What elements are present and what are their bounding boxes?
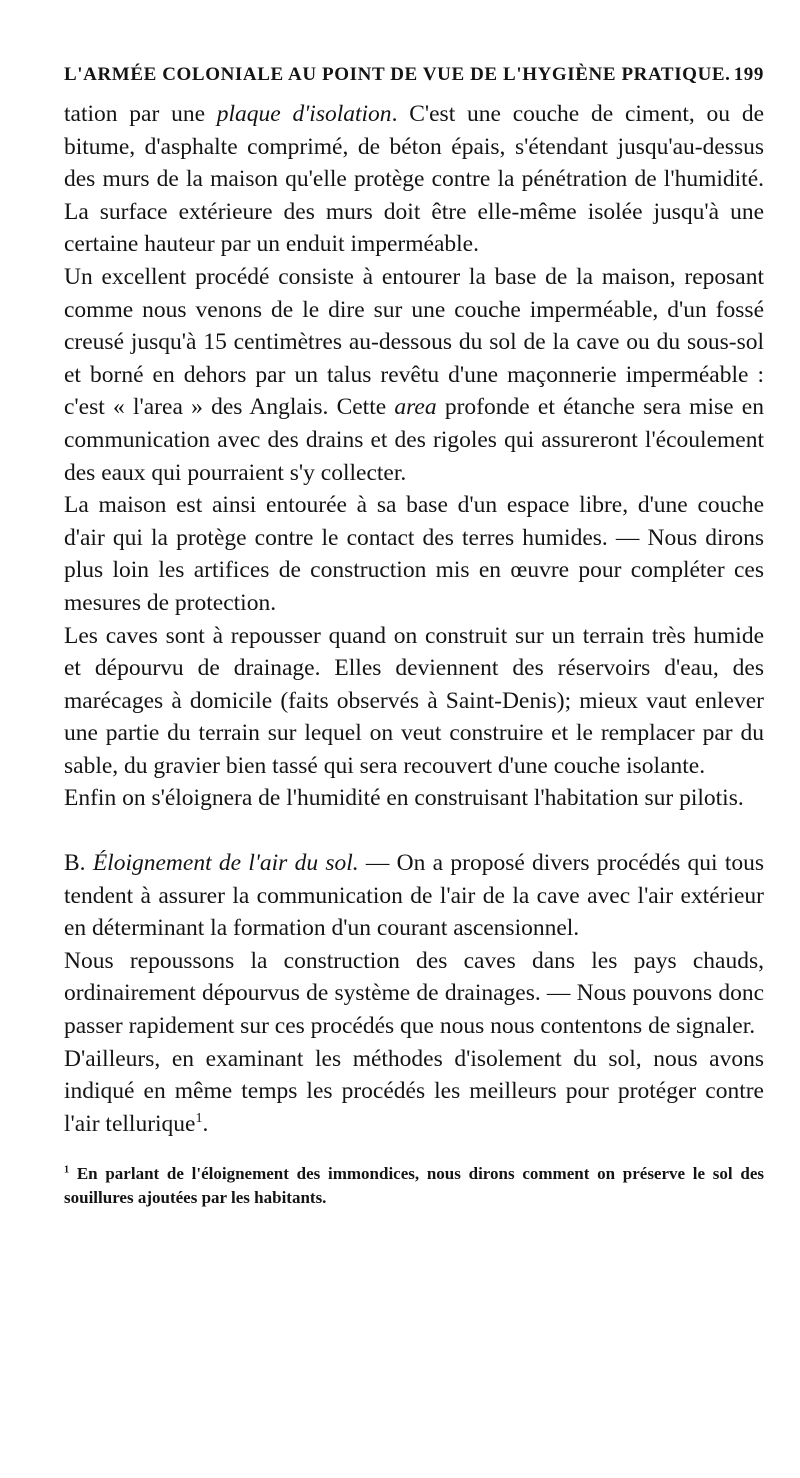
text-run: — On a proposé divers procédés qui tous tendent à assurer la communication de l'air de la cave avec l'air extérieur en déterminant la formation d'un courant ascensionnel.	[64, 850, 764, 942]
paragraph	[64, 1043, 764, 1141]
footnote	[64, 1162, 764, 1210]
text-run: tation par une	[64, 101, 217, 127]
text-run: Enfin on s'éloignera de l'humidité en construisant l'habitation sur pilotis.	[64, 785, 744, 812]
paragraph	[64, 945, 764, 1043]
paragraph	[64, 261, 764, 489]
text-run: Les caves sont à repousser quand on construit sur un terrain très humide et dépourvu de drainage. Elles deviennent des réservoirs d'eau, des marécages à domicile (faits observés à Saint-Denis); mieux vaut enlever une partie du terrain sur lequel on veut construire et le remplacer par du sable, du gravier bien tassé qui sera recouvert d'une couche isolante.	[64, 622, 764, 779]
text-run: profonde et étanche sera mise en communication avec des drains et des rigoles qui assureront l'écoulement des eaux qui pourraient s'y collecter.	[64, 394, 764, 486]
section-gap	[64, 815, 764, 847]
paragraph	[64, 489, 764, 619]
text-run: .	[202, 1110, 209, 1137]
page-number: 199	[733, 64, 764, 85]
section-heading-paragraph	[64, 847, 764, 945]
footnote-ref: 1	[195, 1109, 203, 1126]
italic-run: Éloignement de l'air du sol.	[92, 850, 359, 877]
text-run: Un excellent procédé consiste à entourer la base de la maison, reposant comme nous venons de le dire sur une couche imperméable, d'un fossé creusé jusqu'à 15 centimètres au-dessous du sol de la cave ou du sous-sol et borné en dehors par un talus revêtu d'une maçonnerie imperméable : c'est « l'area » des Anglais. Cette	[64, 263, 764, 421]
italic-run: area	[394, 394, 437, 421]
text-run: La maison est ainsi entourée à sa base d'un espace libre, d'une couche d'air qui la protège contre le contact des terres humides. — Nous dirons plus loin les artifices de construction mis en œuvre pour compléter ces mesures de protection.	[64, 492, 764, 616]
footnote-marker: 1	[64, 1164, 70, 1176]
text-run: B.	[64, 850, 93, 877]
footnote-text: En parlant de l'éloignement des immondices, nous dirons comment on préserve le sol des souillures ajoutées par les habitants.	[64, 1164, 764, 1208]
text-run: Nous repoussons la construction des caves dans les pays chauds, ordinairement dépourvus de système de drainages. — Nous pouvons donc passer rapidement sur ces procédés que nous nous contentons de signaler.	[64, 947, 764, 1040]
running-title: L'ARMÉE COLONIALE AU POINT DE VUE DE L'HYGIÈNE PRATIQUE.	[64, 64, 731, 85]
page-header	[64, 64, 764, 86]
text-run: D'ailleurs, en examinant les méthodes d'isolement du sol, nous avons indiqué en même temps les procédés les meilleurs pour protéger contre l'air tellurique	[64, 1045, 764, 1137]
italic-run: plaque d'isolation	[216, 101, 392, 127]
body-text	[64, 98, 764, 1140]
paragraph	[64, 620, 764, 783]
paragraph	[64, 782, 764, 815]
footnotes	[64, 1162, 764, 1210]
text-run: . C'est une couche de ciment, ou de bitume, d'asphalte comprimé, de béton épais, s'étendant jusqu'au-dessus des murs de la maison qu'elle protège contre la pénétration de l'humidité. La surface extérieure des murs doit être elle-même isolée jusqu'à une certaine hauteur par un enduit imperméable.	[64, 101, 765, 258]
paragraph	[64, 98, 764, 261]
